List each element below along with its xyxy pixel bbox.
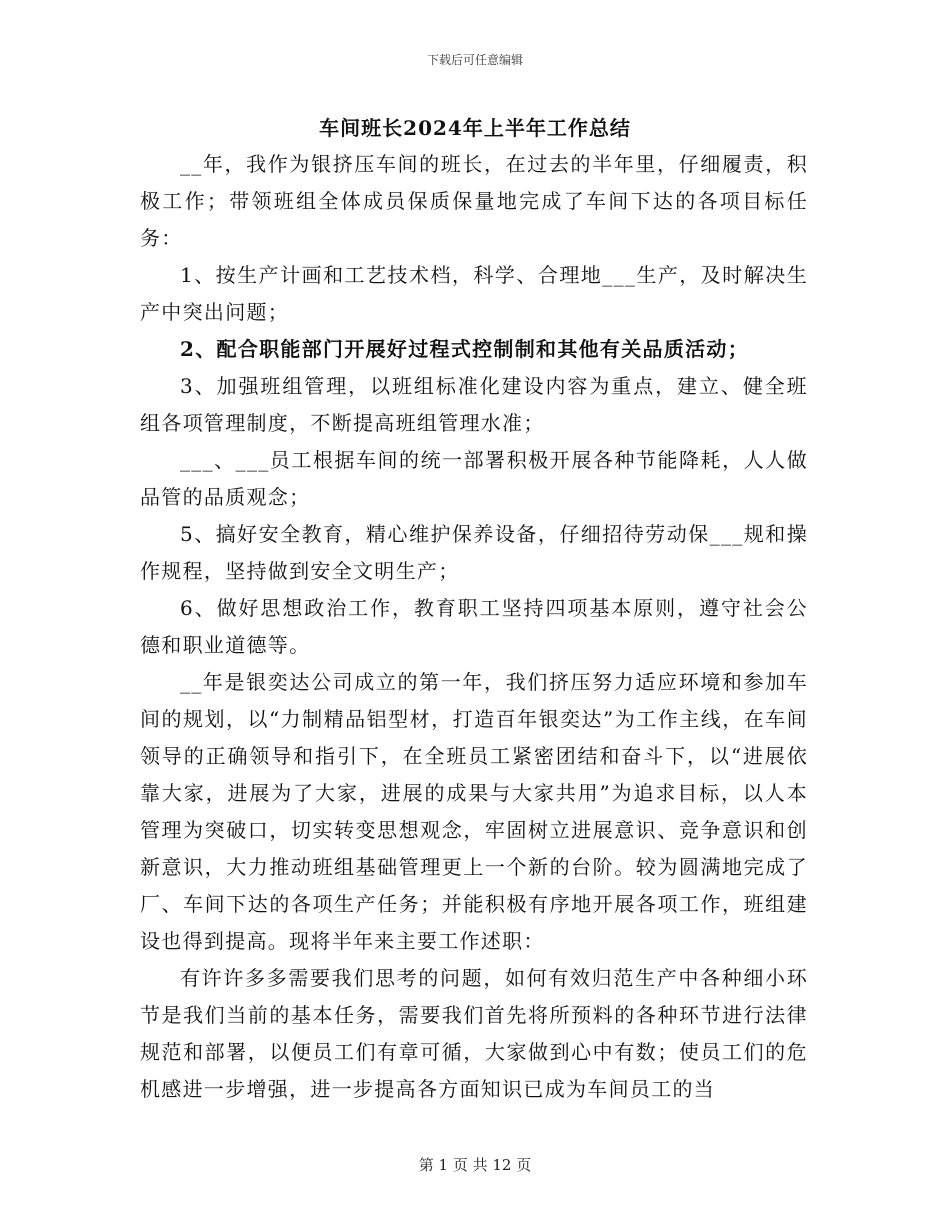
paragraph-questions: 有许许多多需要我们思考的问题，如何有效归范生产中各种细小环节是我们当前的基本任务，需要我们首先将所预料的各种环节进行法律规范和部署，以便员工们有章可循，大家做到心中有数；使员工们的危机感进一步增强，进一步提高各方面知识已成为车间员工的当 [140, 966, 808, 1101]
paragraph-company-year: __年是银奕达公司成立的第一年，我们挤压努力适应环境和参加车间的规划，以“力制精品铝型材，打造百年银奕达”为工作主线，在车间领导的正确领导和指引下，在全班员工紧密团结和奋斗下，以“进展依靠大家，进展为了大家，进展的成果与大家共用”为追求目标，以人本管理为突破口，切实转变思想观念，牢固树立进展意识、竞争意识和创新意识，大力推动班组基础管理更上一个新的台阶。较为圆满地完成了厂、车间下达的各项生产任务；并能积极有序地开展各项工作，班组建设也得到提高。现将半年来主要工作述职： [140, 670, 808, 953]
paragraph-item-2: 2、配合职能部门开展好过程式控制制和其他有关品质活动； [180, 337, 750, 361]
paragraph-item-4: ___、___员工根据车间的统一部署积极开展各种节能降耗，人人做品管的品质观念； [140, 448, 808, 509]
document-title: 车间班长2024年上半年工作总结 [319, 116, 631, 140]
paragraph-item-3: 3、加强班组管理，以班组标准化建设内容为重点，建立、健全班组各项管理制度，不断提高班组管理水准； [140, 374, 808, 435]
document-body [140, 146, 808, 1108]
paragraph-intro: __年，我作为银挤压车间的班长，在过去的半年里，仔细履责，积极工作；带领班组全体成员保质保量地完成了车间下达的各项目标任务： [140, 152, 808, 250]
paragraph-item-6: 6、做好思想政治工作，教育职工坚持四项基本原则，遵守社会公德和职业道德等。 [140, 596, 808, 657]
page-number: 第 1 页 共 12 页 [418, 1156, 532, 1174]
page-header-note: 下载后可任意编辑 [426, 53, 523, 67]
paragraph-item-1: 1、按生产计画和工艺技术档，科学、合理地___生产，及时解决生产中突出问题； [140, 263, 808, 324]
paragraph-item-5: 5、搞好安全教育，精心维护保养设备，仔细招待劳动保___规和操作规程，坚持做到安全文明生产； [140, 522, 808, 583]
